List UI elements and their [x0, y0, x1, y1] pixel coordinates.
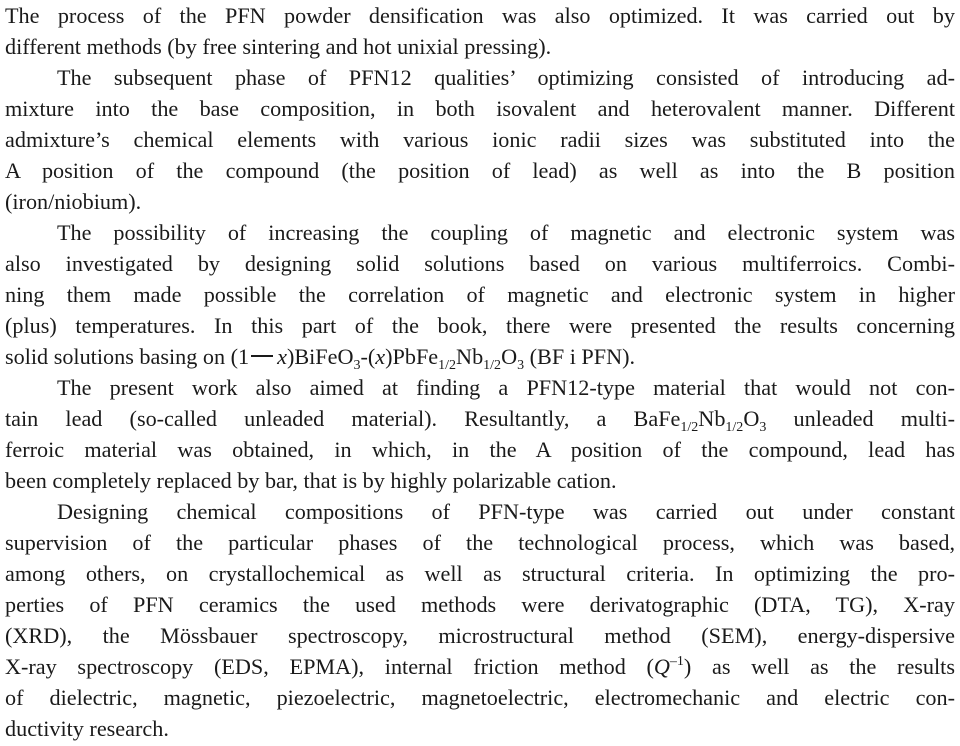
paragraph-3-line-1: The possibility of increasing the coupling of magnetic and electronic system was: [57, 220, 955, 245]
paragraph-2-line-1: The subsequent phase of PFN12 qualities’ optimizing consisted of introducing ad-: [57, 65, 955, 90]
formula-text: solid solutions basing on (1: [5, 344, 250, 369]
paragraph-2-line-2: mixture into the base composition, in both isovalent and heterovalent manner. Different: [5, 96, 955, 121]
formula-text: tain lead (so-called unleaded material). Resultantly, a BaFe: [5, 406, 681, 431]
formula-subscript: 1/2: [483, 358, 502, 372]
formula-text: Nb: [456, 344, 484, 369]
formula-subscript: 3: [759, 420, 767, 434]
paragraph-2-line-5: (iron/niobium).: [5, 189, 142, 214]
paragraph-5-line-2: supervision of the particular phases of the technological process, which was based,: [5, 530, 955, 555]
paragraph-4-line-1: The present work also aimed at finding a PFN12-type material that would not con-: [57, 375, 955, 400]
formula-text: unleaded multi-: [766, 406, 955, 431]
paragraph-3-line-2: also investigated by designing solid solutions based on various multiferroics. Combi-: [5, 251, 955, 276]
paragraph-3-line-3: ning them made possible the correlation of magnetic and electronic system in higher: [5, 282, 955, 307]
paragraph-4-line-3: ferroic material was obtained, in which, in the A position of the compound, lead has: [5, 437, 955, 462]
formula-variable: Q: [653, 654, 670, 679]
formula-subscript: 1/2: [438, 358, 457, 372]
formula-variable: x: [277, 344, 287, 369]
paragraph-2-line-4: A position of the compound (the position of lead) as well as into the B position: [5, 158, 955, 183]
paragraph-3-line-4: (plus) temperatures. In this part of the book, there were presented the results concerning: [5, 313, 955, 338]
formula-subscript: 3: [353, 358, 361, 372]
formula-text: O: [743, 406, 760, 431]
formula-text: X-ray spectroscopy (EDS, EPMA), internal friction method (: [5, 654, 654, 679]
paragraph-4-formula-line: [5, 403, 955, 434]
paragraph-5-line-1: Designing chemical compositions of PFN-type was carried out under constant: [57, 499, 955, 524]
paragraph-4-line-4: been completely replaced by bar, that is by highly polarizable cation.: [5, 468, 617, 493]
paragraph-1-line-1: The process of the PFN powder densification was also optimized. It was carried out by: [5, 3, 955, 28]
paragraph-5-line-7: of dielectric, magnetic, piezoelectric, magnetoelectric, electromechanic and electric con-: [5, 685, 955, 710]
formula-text: O: [501, 344, 518, 369]
formula-superscript: –1: [669, 654, 684, 669]
formula-text: -(: [360, 344, 376, 369]
formula-subscript: 1/2: [725, 420, 744, 434]
formula-text: (BF i PFN).: [524, 344, 636, 369]
paragraph-1-line-2: different methods (by free sintering and hot unixial pressing).: [5, 34, 552, 59]
document-page: [5, 0, 955, 744]
paragraph-5-formula-line: [5, 651, 955, 682]
formula-subscript: 3: [517, 358, 525, 372]
formula-text: Nb: [698, 406, 726, 431]
paragraph-5-line-4: perties of PFN ceramics the used methods were derivatographic (DTA, TG), X-ray: [5, 592, 955, 617]
paragraph-5-line-8: ductivity research.: [5, 716, 169, 741]
formula-text: ) as well as the results: [683, 654, 955, 679]
paragraph-3-formula-line: [5, 341, 955, 372]
paragraph-5-line-5: (XRD), the Mössbauer spectroscopy, microstructural method (SEM), energy-dispersive: [5, 623, 955, 648]
formula-subscript: 1/2: [680, 420, 699, 434]
formula-text: )PbFe: [385, 344, 439, 369]
paragraph-2-line-3: admixture’s chemical elements with various ionic radii sizes was substituted into the: [5, 127, 955, 152]
paragraph-5-line-3: among others, on crystallochemical as well as structural criteria. In optimizing the pro-: [5, 561, 955, 586]
minus-sign: [251, 355, 273, 357]
formula-variable: x: [375, 344, 386, 369]
formula-text: )BiFeO: [286, 344, 354, 369]
